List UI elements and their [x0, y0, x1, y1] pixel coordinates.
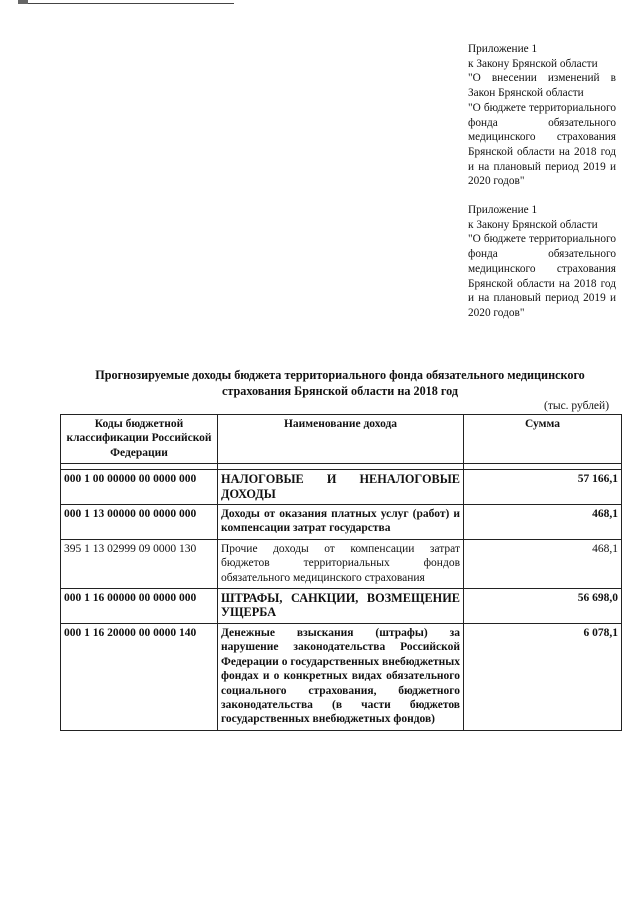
row-code: 000 1 16 00000 00 0000 000 — [61, 589, 218, 624]
row-name: ШТРАФЫ, САНКЦИИ, ВОЗМЕЩЕНИЕ УЩЕРБА — [218, 589, 464, 624]
row-name: Прочие доходы от компенсации затрат бюджетов территориальных фондов обязательного медицинского страхования — [218, 539, 464, 588]
appendix-line: к Закону Брянской области — [468, 57, 598, 70]
row-code: 395 1 13 02999 09 0000 130 — [61, 539, 218, 588]
row-sum: 468,1 — [464, 505, 622, 540]
scan-mark — [18, 0, 28, 4]
table-row — [61, 505, 622, 540]
row-name: Доходы от оказания платных услуг (работ) и компенсации затрат государства — [218, 505, 464, 540]
table-header-row — [61, 415, 622, 464]
revenue-table — [60, 414, 622, 731]
appendix-note-2 — [468, 203, 616, 321]
appendix-line: "О внесении изменений в Закон Брянской области — [468, 72, 616, 100]
row-name: НАЛОГОВЫЕ И НЕНАЛОГОВЫЕ ДОХОДЫ — [218, 470, 464, 505]
row-code: 000 1 16 20000 00 0000 140 — [61, 623, 218, 730]
units-label: (тыс. рублей) — [544, 400, 610, 412]
row-sum: 57 166,1 — [464, 470, 622, 505]
header-name: Наименование дохода — [218, 415, 464, 464]
row-code: 000 1 13 00000 00 0000 000 — [61, 505, 218, 540]
appendix-line: Приложение 1 — [468, 204, 538, 216]
table-row — [61, 539, 622, 588]
table-row — [61, 589, 622, 624]
appendix-line: к Закону Брянской области — [468, 218, 598, 231]
appendix-line: "О бюджете территориального фонда обязательного медицинского страхования Брянской области на 2018 год и на плановый период 2019 и 2020 годов" — [468, 233, 616, 319]
appendix-note-1 — [468, 42, 616, 189]
row-name: Денежные взыскания (штрафы) за нарушение законодательства Российской Федерации о государственных внебюджетных фондах и о конкретных видах обязательного социального страхования, бюджетного законодательства (в части бюджетов государственных внебюджетных фондов) — [218, 623, 464, 730]
appendix-line: "О бюджете территориального фонда обязательного медицинского страхования Брянской области на 2018 год и на плановый период 2019 и 2020 годов" — [468, 101, 616, 188]
row-code: 000 1 00 00000 00 0000 000 — [61, 470, 218, 505]
row-sum: 6 078,1 — [464, 623, 622, 730]
header-sum: Сумма — [464, 415, 622, 464]
row-sum: 56 698,0 — [464, 589, 622, 624]
header-code: Коды бюджетной классификации Российской Федерации — [61, 415, 218, 464]
document-title: Прогнозируемые доходы бюджета территориального фонда обязательного медицинского страхования Брянской области на 2018 год — [95, 368, 585, 398]
header-rule — [28, 3, 234, 4]
table-row — [61, 470, 622, 505]
row-sum: 468,1 — [464, 539, 622, 588]
table-row — [61, 623, 622, 730]
appendix-line: Приложение 1 — [468, 43, 538, 55]
